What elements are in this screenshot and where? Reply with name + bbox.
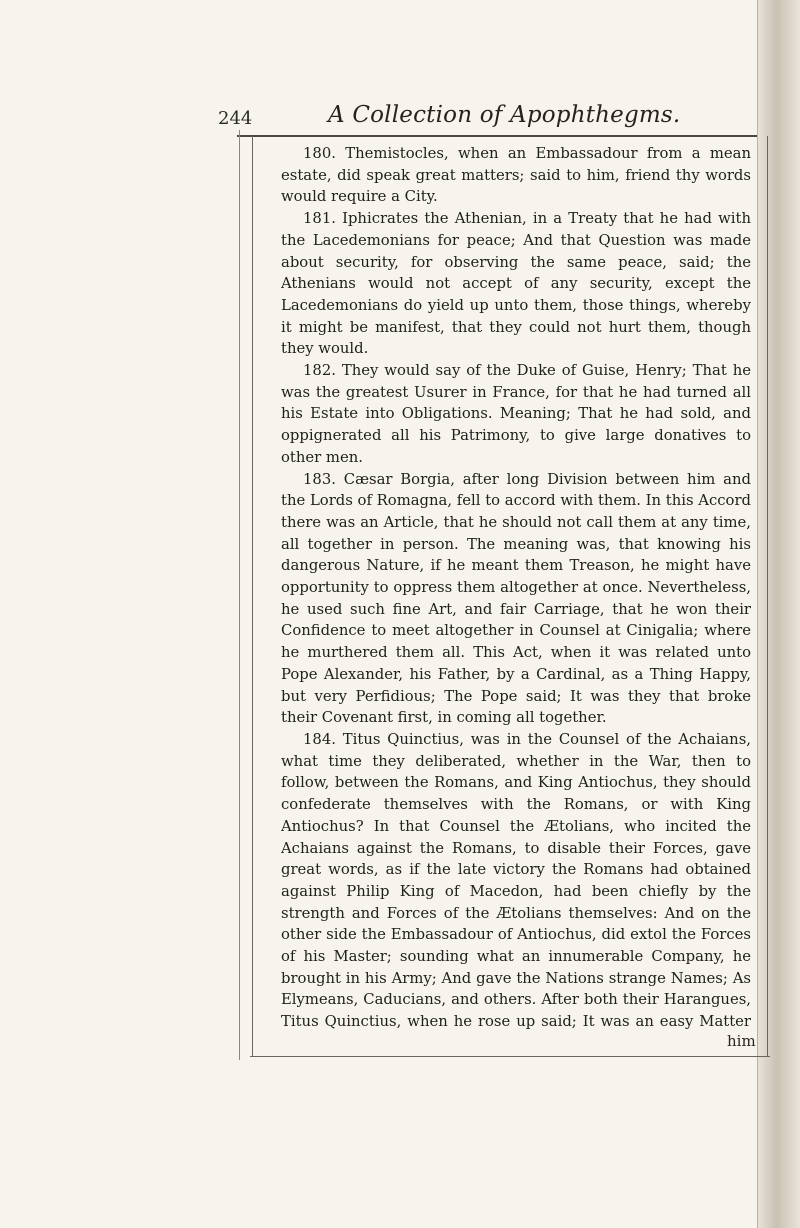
apophthegm-184: 184. Titus Quinctius, was in the Counsel of the Achaians, what time they deliberated, whether in the War, then to follow, between the Romans, and King Antiochus, they should confederate themselves with the Romans, or with King Antiochus? In that Counsel the Ætolians, who incited the Achaians against the Romans, to disable their Forces, gave great words, as if the late victory the Romans had obtained against Philip King of Macedon, had been chiefly by the strength and Forces of the Ætolians themselves: And on the other side the Embassadour of Antiochus, did extol the Forces of his Master; sounding what an innumerable Company, he brought in his Army; And gave the Nations strange Names; As Elymeans, Caducians, and others. After both their Harangues, Titus Quinctius, when he rose up said; It was an easy Matter — [281, 730, 751, 1031]
bottom-rule — [250, 1056, 770, 1057]
apophthegm-181: 181. Iphicrates the Athenian, in a Treaty that he had with the Lacedemonians for peace; And that Question was made about security, for observing the same peace, said; the Athenians would not accept of any security, except the Lacedemonians do yield up unto them, those things, whereby it might be manifest, that they could not hurt them, though they would. — [281, 210, 751, 358]
document-body — [281, 143, 751, 1035]
page-header — [218, 90, 753, 135]
apophthegm-182: 182. They would say of the Duke of Guise, Henry; That he was the greatest Usurer in France, for that he had turned all his Estate into Obligations. Meaning; That he had sold, and oppignerated all his Patrimony, to give large donatives to other men. — [281, 362, 751, 466]
show-through-text — [770, 230, 790, 790]
catchword: him — [727, 1032, 756, 1050]
running-title: A Collection of Apophthegms. — [328, 102, 681, 128]
apophthegm-180: 180. Themistocles, when an Embassadour from a mean estate, did speak great matters; said to him, friend thy words would require a City. — [281, 145, 751, 206]
page-number: 244 — [218, 108, 253, 129]
apophthegm-183: 183. Cæsar Borgia, after long Division between him and the Lords of Romagna, fell to accord with them. In this Accord there was an Article, that he should not call them at any time, all together in person. The meaning was, that knowing his dangerous Nature, if he meant them Treason, he might have opportunity to oppress them altogether at once. Nevertheless, he used such fine Art, and fair Carriage, that he won their Confidence to meet altogether in Counsel at Cinigalia; where he murthered them all. This Act, when it was related unto Pope Alexander, his Father, by a Cardinal, as a Thing Happy, but very Perfidious; The Pope said; It was they that broke their Covenant first, in coming all together. — [281, 470, 751, 727]
